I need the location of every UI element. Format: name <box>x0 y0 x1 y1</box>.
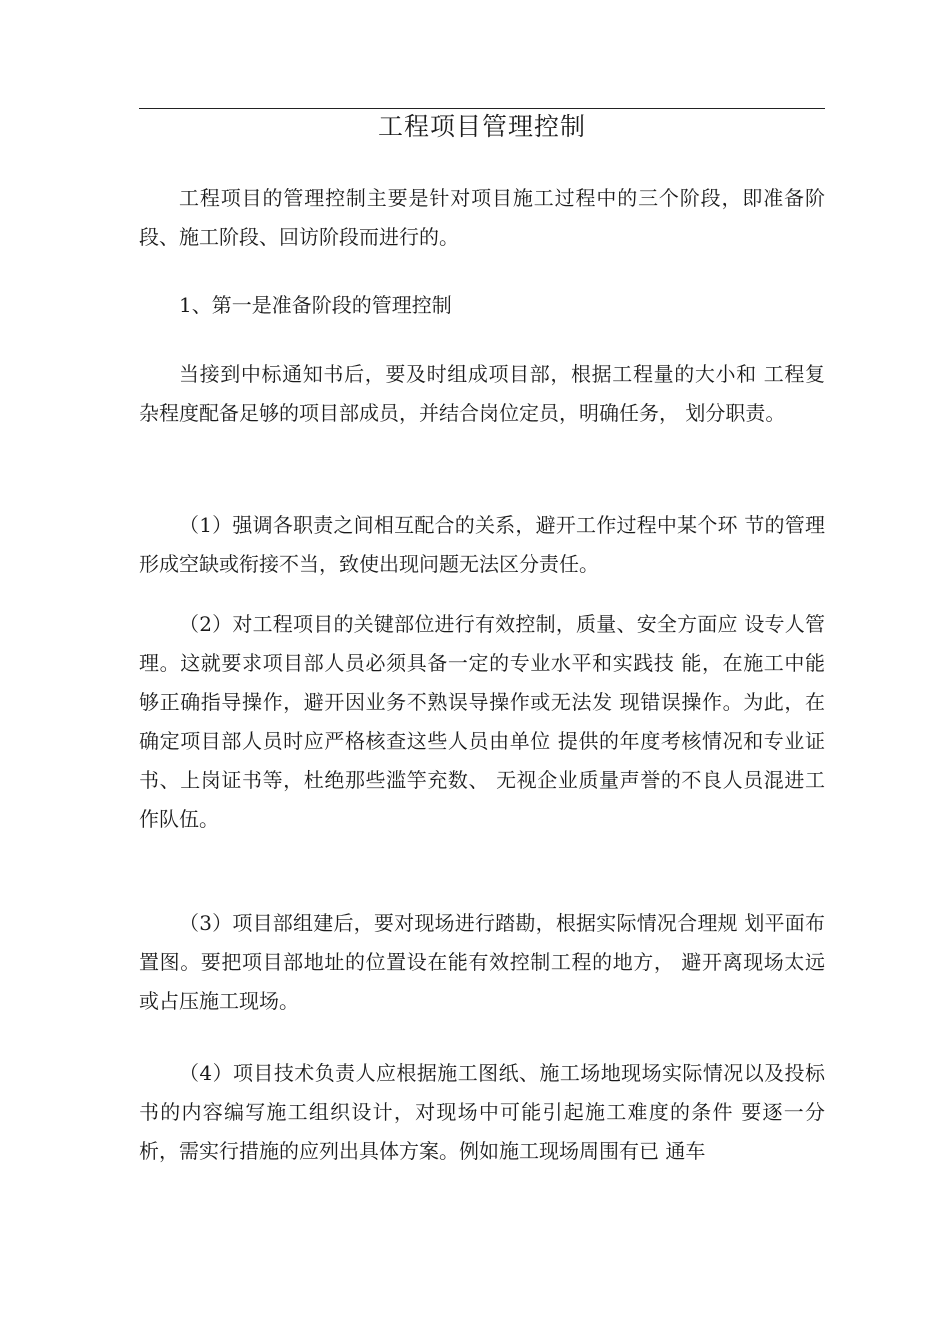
paragraph-item-1: （1）强调各职责之间相互配合的关系，避开工作过程中某个环 节的管理形成空缺或衔接不当，致使出现问题无法区分责任。 <box>139 513 825 576</box>
document-title: 工程项目管理控制 <box>377 112 586 141</box>
section-heading-preparation: 1、第一是准备阶段的管理控制 <box>179 293 452 317</box>
paragraph-item-2: （2）对工程项目的关键部位进行有效控制，质量、安全方面应 设专人管理。这就要求项目部人员必须具备一定的专业水平和实践技 能，在施工中能够正确指导操作，避开因业务不熟误导操作或无法发 现错误操作。为此，在确定项目部人员时应严格核查这些人员由单位 提供的年度考核情况和专业证书、上岗证书等，杜绝那些滥竽充数、 无视企业质量声誉的不良人员混进工作队伍。 <box>139 612 825 831</box>
paragraph-item-4: （4）项目技术负责人应根据施工图纸、施工场地现场实际情况以及投标书的内容编写施工组织设计，对现场中可能引起施工难度的条件 要逐一分析，需实行措施的应列出具体方案。例如施工现场周围有已 通车 <box>139 1061 825 1163</box>
paragraph-bid-notice: 当接到中标通知书后，要及时组成项目部，根据工程量的大小和 工程复杂程度配备足够的项目部成员，并结合岗位定员，明确任务， 划分职责。 <box>139 362 825 425</box>
header-rule <box>139 108 825 109</box>
paragraph-item-3: （3）项目部组建后，要对现场进行踏勘，根据实际情况合理规 划平面布置图。要把项目部地址的位置设在能有效控制工程的地方， 避开离现场太远或占压施工现场。 <box>139 911 825 1013</box>
paragraph-intro: 工程项目的管理控制主要是针对项目施工过程中的三个阶段，即准备阶段、施工阶段、回访阶段而进行的。 <box>139 186 825 249</box>
